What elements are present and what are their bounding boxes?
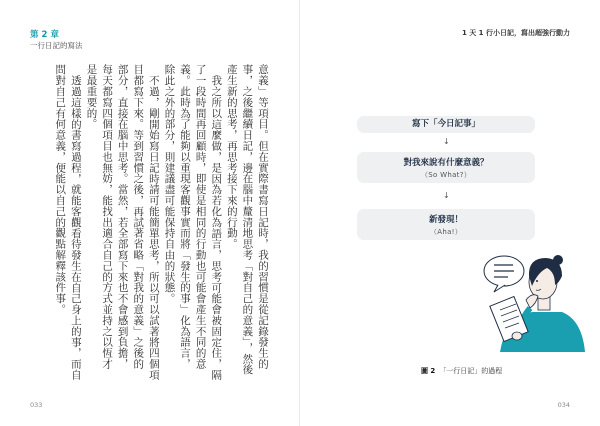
paragraph: 意義」等項目。但在實際書寫日記時，我的習慣是從記錄發生的事，之後繼續日記，邊在腦中釐清地思考「對自己的意義」，然後產生新的思考，再思考接下來的行動。 (225, 64, 269, 375)
arrow-down-icon: ↓ (443, 191, 450, 200)
figure-caption-text: 「一行日記」的過程 (439, 367, 503, 375)
right-page (300, 0, 600, 426)
chapter-number: 第 2 章 (30, 30, 59, 40)
paragraph: 我之所以這麼做，是因為若化為語言，思考可能會被固定住，隔了一段時間再回顧時，即使是相同的行動也可能會產生不同的意義。此時為了能夠以重現客觀事實而將「發生的事」化為語言，除此之外的部分，則建議盡可能保持自由的狀態。 (163, 64, 223, 380)
arrow-down-icon: ↓ (443, 137, 450, 146)
figure-caption (421, 366, 502, 376)
paragraph: 不過，剛開始寫日記時請可能簡單思考，所以可以試著將四個項目都寫下來。等到習慣之後，再試著省略「對我的意義」之後的部分，直接在腦中思考。當然，若全部寫下來也不會感到負擔，每天都寫四個項目也無妨，能找出適合自己的方式並持之以恆才是最重要的。 (85, 64, 160, 380)
flow-step-discovery-title: 新發現！ (428, 215, 463, 225)
flow-step-discovery-sub: （Aha!） (429, 228, 463, 236)
chapter-title: 一行日記的寫法 (30, 41, 83, 50)
flow-step-write: 寫下「今日記事」 (357, 116, 535, 133)
paragraph: 透過這樣的書寫過程，就能客觀看待發生在自己身上的事，而自問對自己有何意義，便能以自己的觀點解釋該件事。 (54, 64, 82, 380)
flow-step-meaning-sub: （So What?） (420, 171, 472, 179)
figure-label: 圖 2 (421, 367, 436, 375)
page-number-right: 034 (557, 401, 570, 409)
woman-reading-illustration (300, 0, 600, 426)
page-number-left: 033 (30, 401, 43, 409)
body-text (52, 64, 270, 380)
speech-bubble-icon (484, 256, 524, 292)
running-head: 1 天 1 行小日記，寫出超強行動力 (461, 29, 570, 37)
flow-step-meaning-title: 對我來說有什麼意義？ (403, 158, 489, 168)
